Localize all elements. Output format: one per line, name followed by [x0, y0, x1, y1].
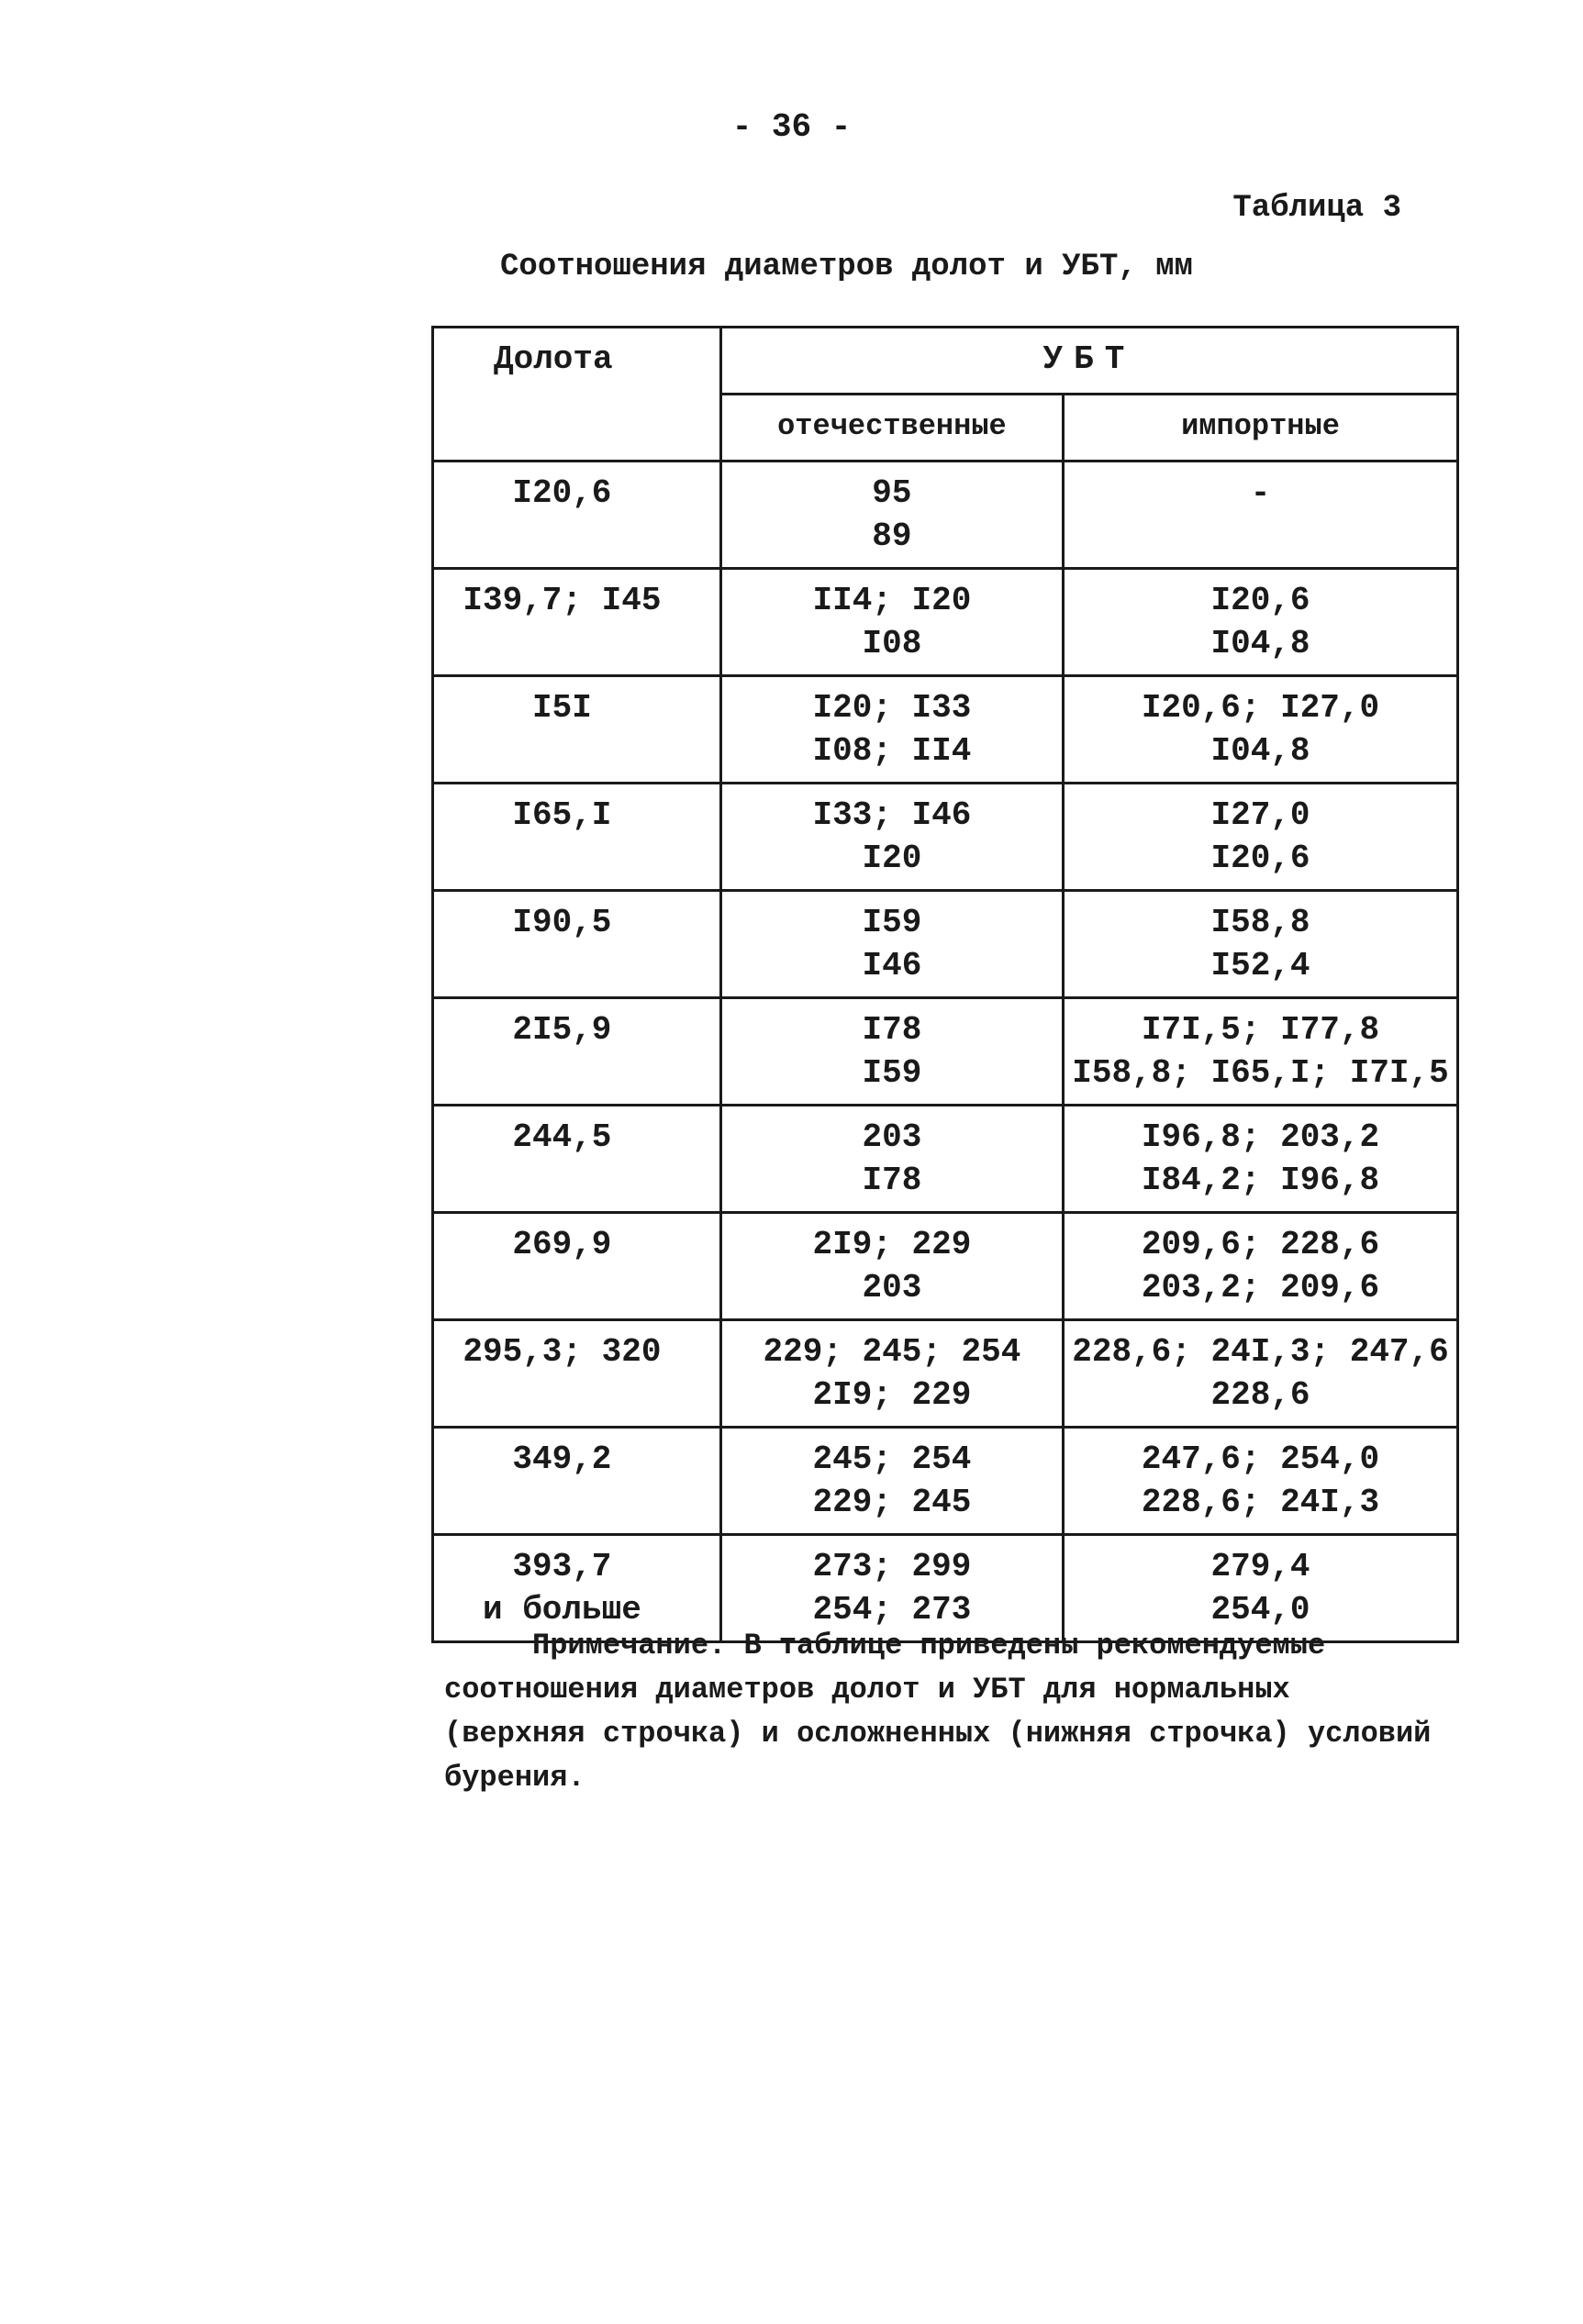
- cell-line: 228,6: [1210, 1376, 1310, 1414]
- cell-line: 2I5,9: [512, 1011, 612, 1049]
- cell-line: I59: [862, 1054, 922, 1092]
- cell-line: I84,2; I96,8: [1141, 1162, 1380, 1199]
- domestic-cell: [720, 1428, 1063, 1535]
- table-row: [433, 998, 1458, 1106]
- domestic-cell: [720, 784, 1063, 891]
- imported-cell: [1064, 1106, 1458, 1213]
- header-domestic: отечественные: [720, 395, 1063, 461]
- domestic-cell: [720, 569, 1063, 676]
- cell-line: и больше: [483, 1591, 641, 1629]
- table-row: [433, 569, 1458, 676]
- cell-line: 244,5: [512, 1118, 612, 1156]
- cell-line: I27,0: [1210, 796, 1310, 834]
- cell-line: I7I,5; I77,8: [1141, 1011, 1380, 1049]
- imported-cell: [1064, 998, 1458, 1106]
- cell-line: 393,7: [512, 1548, 612, 1585]
- domestic-cell: [720, 1106, 1063, 1213]
- cell-line: 203,2; 209,6: [1141, 1269, 1380, 1307]
- domestic-cell: [720, 891, 1063, 998]
- imported-cell: [1064, 676, 1458, 784]
- cell-line: I39,7; I45: [463, 582, 662, 619]
- cell-line: 203: [862, 1269, 922, 1307]
- cell-line: -: [1250, 474, 1271, 512]
- bit-cell: [433, 676, 721, 784]
- cell-line: I08: [862, 625, 922, 662]
- table-row: [433, 1213, 1458, 1320]
- table-row: [433, 1106, 1458, 1213]
- bit-cell: [433, 998, 721, 1106]
- table-row: [433, 461, 1458, 569]
- cell-line: 229; 245; 254: [763, 1333, 1021, 1371]
- cell-line: 228,6; 24I,3; 247,6: [1072, 1333, 1449, 1371]
- cell-line: 254; 273: [812, 1591, 972, 1629]
- bit-cell: [433, 569, 721, 676]
- cell-line: I78: [862, 1162, 922, 1199]
- table-row: [433, 891, 1458, 998]
- cell-line: I33; I46: [812, 796, 972, 834]
- table-header: [433, 328, 1458, 461]
- page-number: - 36 -: [731, 108, 852, 146]
- table-note: Примечание. В таблице приведены рекомендуемые соотношения диаметров долот и УБТ для нормальных (верхняя строчка) и осложненных (нижняя строчка) условий бурения.: [444, 1629, 1432, 1795]
- table-label: Таблица 3: [1232, 191, 1401, 226]
- domestic-cell: [720, 998, 1063, 1106]
- cell-line: I5I: [532, 689, 592, 727]
- bit-cell: [433, 891, 721, 998]
- imported-cell: [1064, 1213, 1458, 1320]
- cell-line: 295,3; 320: [463, 1333, 662, 1371]
- cell-line: 279,4: [1210, 1548, 1310, 1585]
- header-imported: импортные: [1064, 395, 1458, 461]
- cell-line: II4; I20: [812, 582, 972, 619]
- cell-line: 89: [872, 517, 912, 555]
- cell-line: I04,8: [1210, 625, 1310, 662]
- cell-line: 209,6; 228,6: [1141, 1226, 1380, 1263]
- cell-line: 245; 254: [812, 1440, 972, 1478]
- table-row: [433, 676, 1458, 784]
- table-row: [433, 784, 1458, 891]
- imported-cell: [1064, 461, 1458, 569]
- imported-cell: [1064, 1428, 1458, 1535]
- imported-cell: [1064, 569, 1458, 676]
- cell-line: I20,6; I27,0: [1141, 689, 1380, 727]
- cell-line: I78: [862, 1011, 922, 1049]
- cell-line: I59: [862, 904, 922, 941]
- cell-line: I08; II4: [812, 732, 972, 770]
- cell-line: I20: [862, 840, 922, 877]
- table-body: [433, 461, 1458, 1642]
- cell-line: 228,6; 24I,3: [1141, 1484, 1380, 1521]
- bit-cell: [433, 1213, 721, 1320]
- cell-line: 273; 299: [812, 1548, 972, 1585]
- cell-line: 2I9; 229: [812, 1376, 972, 1414]
- cell-line: I20; I33: [812, 689, 972, 727]
- cell-line: I20,6: [1210, 840, 1310, 877]
- table-row: [433, 1320, 1458, 1428]
- cell-line: 254,0: [1210, 1591, 1310, 1629]
- cell-line: I65,I: [512, 796, 612, 834]
- domestic-cell: [720, 676, 1063, 784]
- imported-cell: [1064, 891, 1458, 998]
- table-row: [433, 1428, 1458, 1535]
- header-bit: Долота: [433, 328, 721, 461]
- domestic-cell: [720, 1320, 1063, 1428]
- cell-line: I58,8; I65,I; I7I,5: [1072, 1054, 1449, 1092]
- table-title: Соотношения диаметров долот и УБТ, мм: [500, 250, 1193, 284]
- cell-line: I20,6: [512, 474, 612, 512]
- cell-line: 229; 245: [812, 1484, 972, 1521]
- cell-line: 2I9; 229: [812, 1226, 972, 1263]
- imported-cell: [1064, 784, 1458, 891]
- bit-cell: [433, 1320, 721, 1428]
- cell-line: I20,6: [1210, 582, 1310, 619]
- bit-cell: [433, 1106, 721, 1213]
- cell-line: I04,8: [1210, 732, 1310, 770]
- bit-cell: [433, 1428, 721, 1535]
- cell-line: I46: [862, 947, 922, 984]
- cell-line: 349,2: [512, 1440, 612, 1478]
- domestic-cell: [720, 461, 1063, 569]
- cell-line: I58,8: [1210, 904, 1310, 941]
- bit-cell: [433, 461, 721, 569]
- cell-line: 203: [862, 1118, 922, 1156]
- cell-line: 95: [872, 474, 912, 512]
- imported-cell: [1064, 1320, 1458, 1428]
- diameter-ratio-table: [431, 326, 1459, 1643]
- header-ubt: УБТ: [720, 328, 1457, 395]
- cell-line: I90,5: [512, 904, 612, 941]
- bit-cell: [433, 784, 721, 891]
- cell-line: 269,9: [512, 1226, 612, 1263]
- cell-line: I96,8; 203,2: [1141, 1118, 1380, 1156]
- domestic-cell: [720, 1213, 1063, 1320]
- cell-line: 247,6; 254,0: [1141, 1440, 1380, 1478]
- cell-line: I52,4: [1210, 947, 1310, 984]
